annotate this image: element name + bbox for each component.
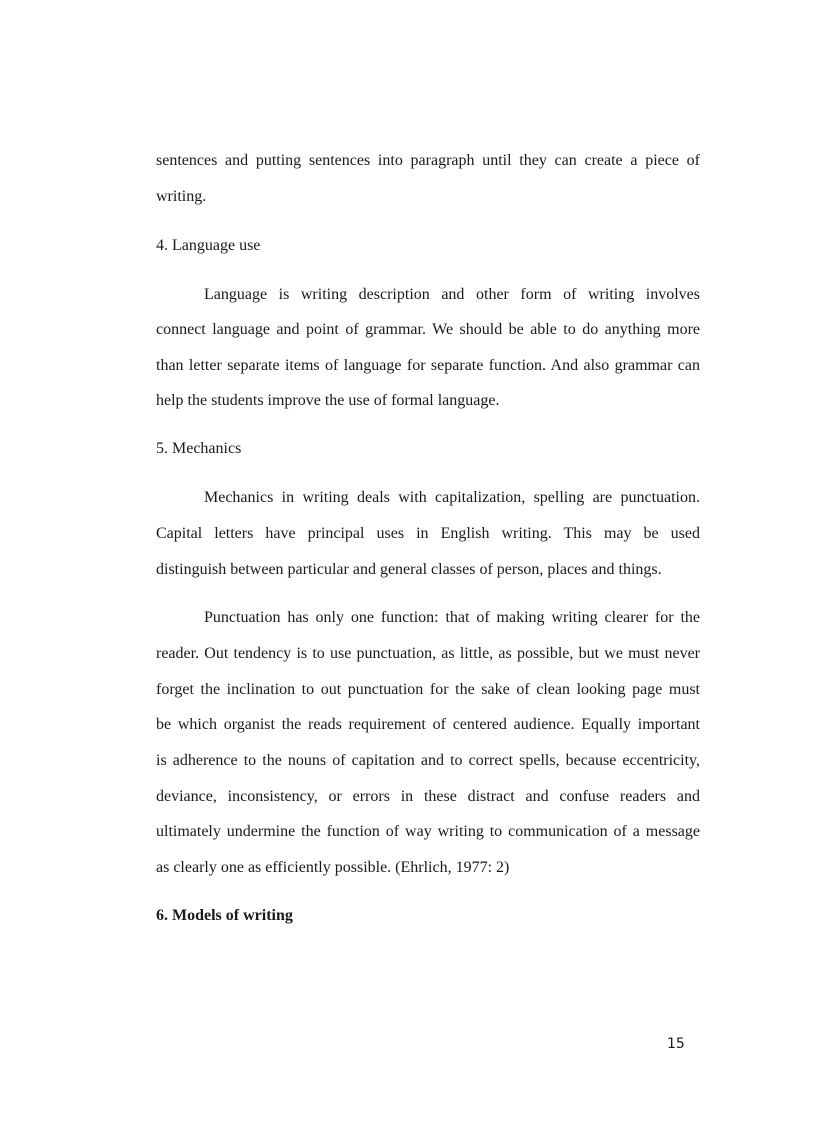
body-text-line: Language is writing description and other form of writing involves xyxy=(204,286,700,303)
body-text-line: writing. xyxy=(156,188,207,205)
section-heading: 6. Models of writing xyxy=(156,907,293,924)
body-text-line: Mechanics in writing deals with capitalization, spelling are punctuation. xyxy=(204,489,700,506)
body-text-line: deviance, inconsistency, or errors in these distract and confuse readers and xyxy=(156,788,700,805)
body-text-line: as clearly one as efficiently possible. (Ehrlich, 1977: 2) xyxy=(156,859,510,876)
body-text-line: forget the inclination to out punctuation for the sake of clean looking page must xyxy=(156,681,700,698)
page-number: 15 xyxy=(667,1036,685,1052)
section-heading: 5. Mechanics xyxy=(156,440,242,457)
body-text-line: be which organist the reads requirement of centered audience. Equally important xyxy=(156,716,700,733)
body-text-line: reader. Out tendency is to use punctuation, as little, as possible, but we must never xyxy=(156,645,700,662)
body-text-line: distinguish between particular and general classes of person, places and things. xyxy=(156,561,662,578)
body-text-line: connect language and point of grammar. We should be able to do anything more xyxy=(156,321,700,338)
body-text-line: Punctuation has only one function: that of making writing clearer for the xyxy=(204,609,700,626)
body-text-line: help the students improve the use of formal language. xyxy=(156,392,500,409)
body-text-line: ultimately undermine the function of way writing to communication of a message xyxy=(156,823,700,840)
body-text-line: Capital letters have principal uses in English writing. This may be used xyxy=(156,525,700,542)
body-text-line: is adherence to the nouns of capitation and to correct spells, because eccentricity, xyxy=(156,752,700,769)
body-text-line: than letter separate items of language for separate function. And also grammar can xyxy=(156,357,700,374)
section-heading: 4. Language use xyxy=(156,237,261,254)
body-text-line: sentences and putting sentences into paragraph until they can create a piece of xyxy=(156,152,700,169)
document-page xyxy=(156,0,700,1123)
